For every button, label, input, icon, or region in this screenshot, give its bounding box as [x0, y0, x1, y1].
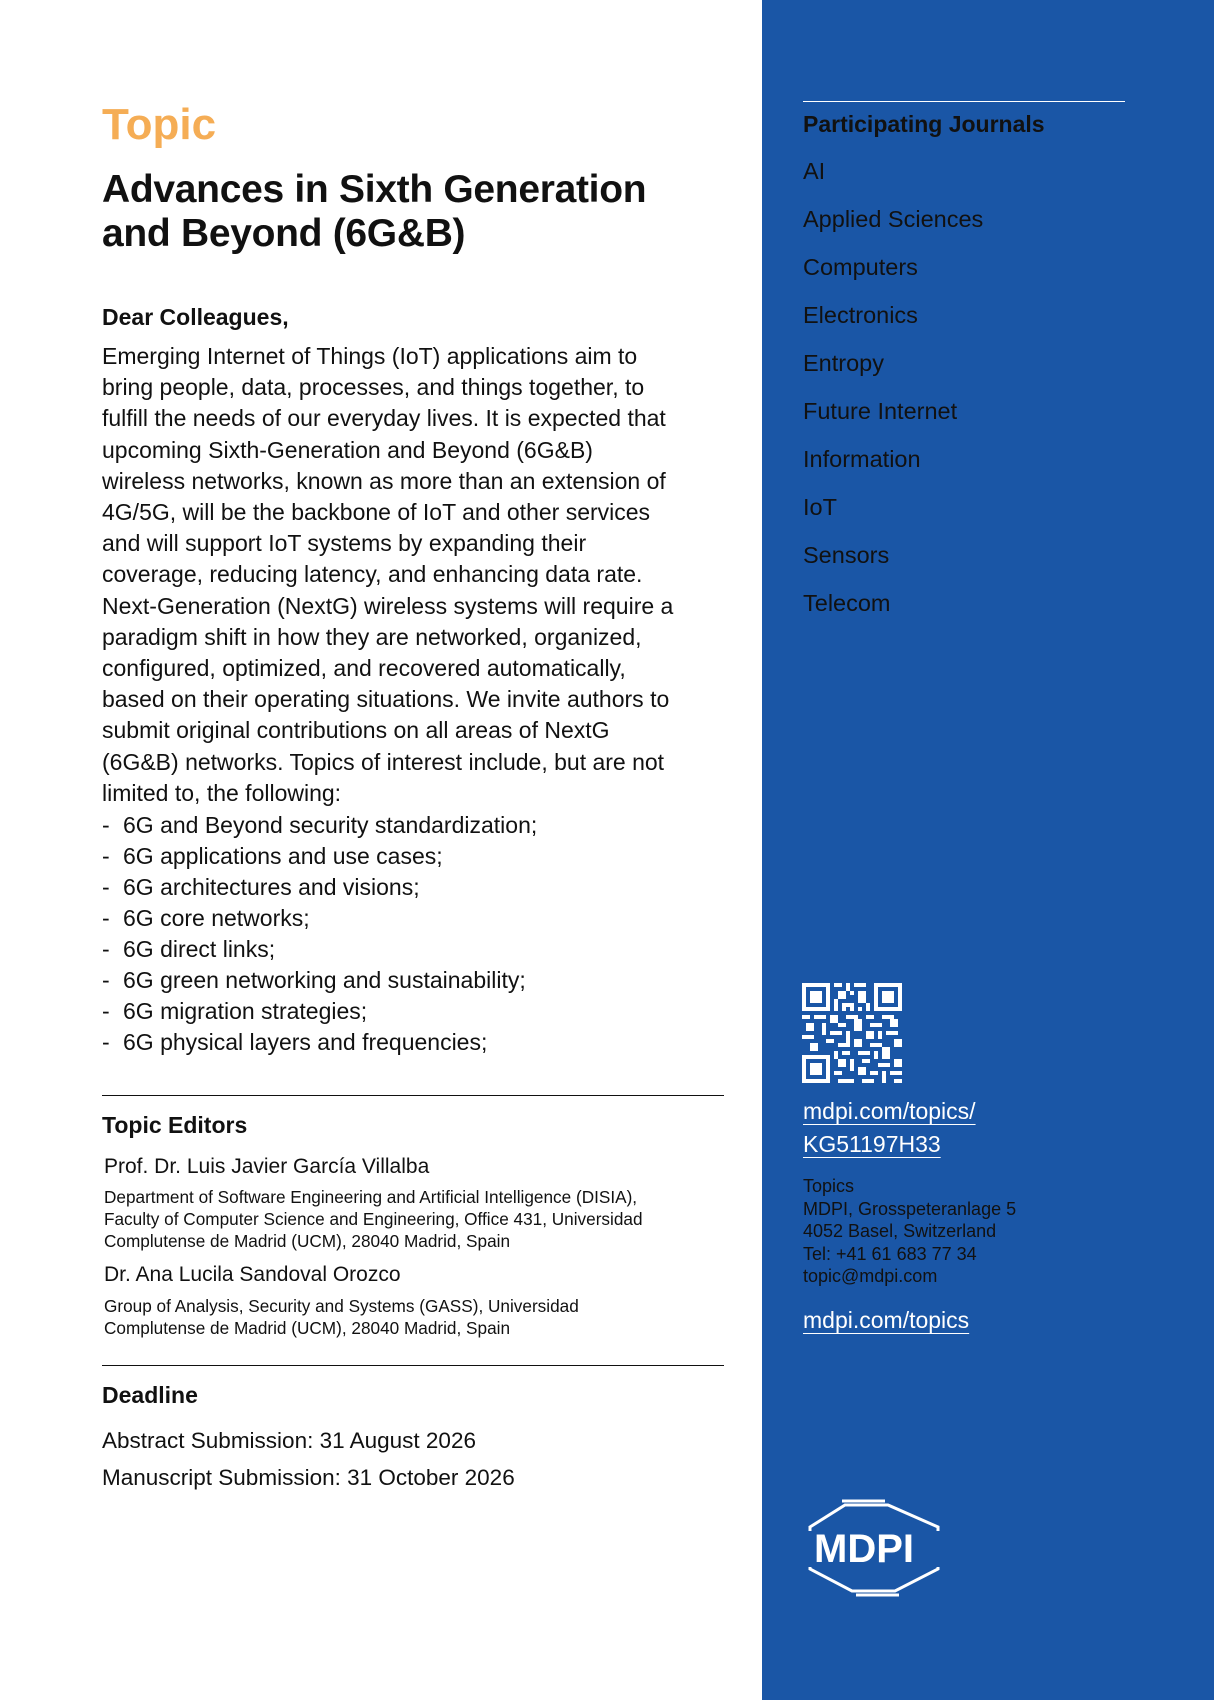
address-line: 4052 Basel, Switzerland [803, 1221, 997, 1242]
section-divider [102, 1365, 724, 1366]
editor-affiliation [104, 1186, 724, 1252]
journal-item[interactable]: IoT [803, 494, 837, 520]
editor-name: Prof. Dr. Luis Javier García Villalba [104, 1155, 430, 1178]
bullet-dash: - [102, 998, 110, 1024]
intro-line: upcoming Sixth-Generation and Beyond (6G&B) [102, 436, 593, 463]
journal-item[interactable]: Telecom [803, 590, 891, 616]
intro-line: Next-Generation (NextG) wireless systems will require a [102, 592, 674, 619]
address-line: MDPI, Grosspeteranlage 5 [803, 1198, 1017, 1219]
journal-item[interactable]: Computers [803, 254, 918, 280]
affiliation-line: Department of Software Engineering and Artificial Intelligence (DISIA), [104, 1187, 638, 1207]
abstract-deadline: Abstract Submission: 31 August 2026 [102, 1428, 476, 1453]
intro-line: bring people, data, processes, and things together, to [102, 374, 645, 401]
editor-affiliation [104, 1295, 724, 1339]
logo-text: MDPI [814, 1527, 914, 1571]
topic-text: 6G architectures and visions; [123, 874, 420, 900]
title-line-2: and Beyond (6G&B) [102, 212, 466, 255]
list-item [102, 934, 537, 965]
affiliation-line: Faculty of Computer Science and Engineering, Office 431, Universidad [104, 1209, 643, 1229]
intro-line: configured, optimized, and recovered automatically, [102, 655, 626, 682]
sidebar-divider [803, 101, 1125, 102]
address-line: Tel: +41 61 683 77 34 [803, 1243, 977, 1264]
address-line: Topics [803, 1176, 855, 1196]
affiliation-line: Group of Analysis, Security and Systems (GASS), Universidad [104, 1296, 579, 1316]
bullet-dash: - [102, 905, 110, 931]
intro-line: limited to, the following: [102, 779, 342, 806]
bullet-dash: - [102, 874, 110, 900]
section-divider [102, 1095, 724, 1096]
topic-text: 6G direct links; [123, 936, 276, 962]
journal-item[interactable]: Information [803, 446, 921, 472]
journal-item[interactable]: Electronics [803, 302, 918, 328]
bullet-dash: - [102, 936, 110, 962]
topic-text: 6G applications and use cases; [123, 843, 443, 869]
editors-heading: Topic Editors [102, 1112, 248, 1138]
topics-home-link[interactable]: mdpi.com/topics [803, 1307, 970, 1333]
topic-label: Topic [102, 100, 217, 149]
bullet-dash: - [102, 843, 110, 869]
journal-list [803, 157, 983, 637]
intro-line: submit original contributions on all areas of NextG [102, 717, 610, 744]
affiliation-line: Complutense de Madrid (UCM), 28040 Madrid, Spain [104, 1318, 511, 1338]
list-item [102, 841, 537, 872]
list-item [102, 996, 537, 1027]
journal-item[interactable]: Entropy [803, 350, 884, 376]
deadline-heading: Deadline [102, 1382, 198, 1408]
title-line-1: Advances in Sixth Generation [102, 168, 647, 211]
page-title [102, 168, 722, 256]
bullet-dash: - [102, 967, 110, 993]
contact-address [803, 1175, 1016, 1288]
topic-text: 6G core networks; [123, 905, 310, 931]
bullet-dash: - [102, 1029, 110, 1055]
greeting: Dear Colleagues, [102, 304, 289, 330]
list-item [102, 903, 537, 934]
journal-item[interactable]: AI [803, 158, 826, 184]
intro-line: paradigm shift in how they are networked, organized, [102, 623, 642, 650]
intro-line: based on their operating situations. We invite authors to [102, 686, 670, 713]
intro-line: (6G&B) networks. Topics of interest include, but are not [102, 748, 665, 775]
list-item [102, 872, 537, 903]
topic-url-line-1[interactable]: mdpi.com/topics/ [803, 1098, 976, 1124]
topic-url-link[interactable] [803, 1095, 976, 1161]
list-item [102, 810, 537, 841]
qr-code-icon[interactable] [802, 983, 902, 1083]
topic-url-line-2[interactable]: KG51197H33 [803, 1131, 941, 1157]
list-item [102, 1027, 537, 1058]
topic-text: 6G green networking and sustainability; [123, 967, 526, 993]
manuscript-deadline: Manuscript Submission: 31 October 2026 [102, 1465, 515, 1490]
email-link[interactable]: topic@mdpi.com [803, 1266, 938, 1287]
journals-heading: Participating Journals [803, 111, 1045, 137]
intro-line: fulfill the needs of our everyday lives. It is expected that [102, 405, 666, 432]
topic-text: 6G physical layers and frequencies; [123, 1029, 488, 1055]
intro-line: and will support IoT systems by expanding their [102, 530, 587, 557]
journal-item[interactable]: Sensors [803, 542, 890, 568]
topic-text: 6G migration strategies; [123, 998, 368, 1024]
bullet-dash: - [102, 812, 110, 838]
topic-text: 6G and Beyond security standardization; [123, 812, 538, 838]
topic-list [102, 810, 537, 1058]
intro-line: Emerging Internet of Things (IoT) applications aim to [102, 343, 638, 369]
journal-item[interactable]: Future Internet [803, 398, 958, 424]
journal-item[interactable]: Applied Sciences [803, 206, 984, 232]
intro-line: 4G/5G, will be the backbone of IoT and other services [102, 499, 651, 526]
mdpi-logo [800, 1497, 950, 1597]
affiliation-line: Complutense de Madrid (UCM), 28040 Madrid, Spain [104, 1231, 511, 1251]
list-item [102, 965, 537, 996]
intro-line: wireless networks, known as more than an extension of [102, 467, 666, 494]
intro-line: coverage, reducing latency, and enhancing data rate. [102, 561, 643, 588]
editor-name: Dr. Ana Lucila Sandoval Orozco [104, 1263, 401, 1286]
intro-paragraph [102, 341, 732, 809]
